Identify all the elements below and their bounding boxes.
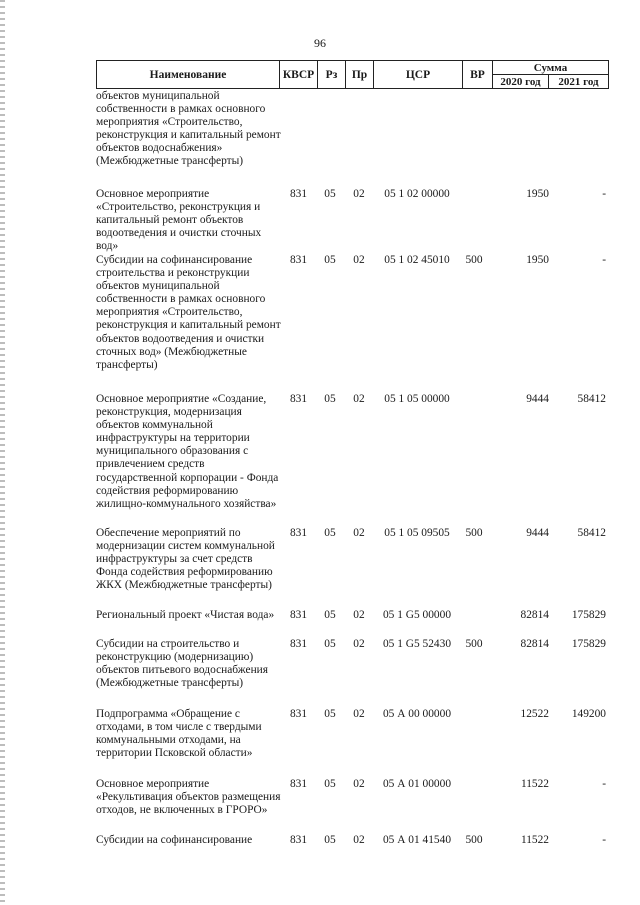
row-sum-2021: 175829	[571, 638, 606, 650]
row-name: Субсидии на софинансирование строительства и реконструкции объектов муниципальной собственности в рамках основного мероприятия «Строительство, реконструкция и капитальный ремонт объектов водоотведения и очистки сточных вод» (Межбюджетные трансферты)	[96, 254, 281, 371]
row-kvsr: 831	[289, 638, 308, 650]
row-name: Субсидии на строительство и реконструкцию (модернизацию) объектов питьевого водоснабжения (Межбюджетные трансферты)	[96, 638, 268, 690]
row-sum-2020: 82814	[520, 638, 549, 650]
row-pr: 02	[353, 609, 365, 621]
row-pr: 02	[353, 527, 365, 539]
row-sum-2021: 175829	[571, 609, 606, 621]
row-sum-2021: -	[602, 254, 606, 266]
table-row	[0, 90, 640, 188]
header-pr: Пр	[346, 61, 374, 89]
row-sum-2020: 9444	[526, 527, 549, 539]
row-rz: 05	[324, 834, 336, 846]
row-pr: 02	[353, 638, 365, 650]
row-pr: 02	[353, 393, 365, 405]
row-rz: 05	[324, 609, 336, 621]
row-sum-2021: -	[602, 834, 606, 846]
row-rz: 05	[324, 527, 336, 539]
row-rz: 05	[324, 708, 336, 720]
row-name: Основное мероприятие «Создание, реконструкция, модернизация объектов коммунальной инфраструктуры на территории муниципального образования с привлечением средств государственной корпорации - Фонда содействия реформированию жилищно-коммунального хозяйства»	[96, 393, 279, 510]
row-rz: 05	[324, 638, 336, 650]
row-rz: 05	[324, 778, 336, 790]
row-pr: 02	[353, 708, 365, 720]
row-pr: 02	[353, 834, 365, 846]
row-sum-2021: -	[602, 188, 606, 200]
table-row	[0, 609, 640, 638]
row-vr: 500	[465, 527, 483, 539]
row-kvsr: 831	[289, 778, 308, 790]
row-vr: 500	[465, 834, 483, 846]
row-sum-2021: 58412	[577, 393, 606, 405]
row-vr: 500	[465, 638, 483, 650]
row-name: Основное мероприятие «Рекультивация объектов размещения отходов, не включенных в ГРОРО»	[96, 778, 281, 817]
row-csr: 05 1 02 45010	[384, 254, 450, 266]
row-sum-2020: 1950	[526, 188, 549, 200]
table-row	[0, 778, 640, 834]
row-rz: 05	[324, 254, 336, 266]
row-name: Субсидии на софинансирование	[96, 834, 253, 846]
table-row	[0, 638, 640, 708]
row-sum-2021: -	[602, 778, 606, 790]
row-kvsr: 831	[289, 254, 308, 266]
row-rz: 05	[324, 188, 336, 200]
row-csr: 05 А 01 00000	[382, 778, 452, 790]
header-vr: ВР	[463, 61, 493, 89]
row-csr: 05 1 05 00000	[384, 393, 450, 405]
row-kvsr: 831	[289, 708, 308, 720]
row-sum-2021: 58412	[577, 527, 606, 539]
row-sum-2021: 149200	[571, 708, 606, 720]
row-vr: 500	[465, 254, 483, 266]
row-kvsr: 831	[289, 834, 308, 846]
row-kvsr: 831	[289, 188, 308, 200]
row-name: Подпрограмма «Обращение с отходами, в том числе с твердыми коммунальными отходами, на территории Псковской области»	[96, 708, 262, 760]
row-name: Основное мероприятие «Строительство, реконструкция и капитальный ремонт объектов водоотведения и очистки сточных вод»	[96, 188, 262, 253]
row-pr: 02	[353, 188, 365, 200]
header-year-2021: 2021 год	[549, 75, 609, 89]
header-year-2020: 2020 год	[493, 75, 549, 89]
header-name: Наименование	[97, 61, 280, 89]
header-rz: Рз	[318, 61, 346, 89]
header-kvsr: КВСР	[280, 61, 318, 89]
row-name: объектов муниципальной собственности в рамках основного мероприятия «Строительство, реконструкция и капитальный ремонт объектов водоснабжения» (Межбюджетные трансферты)	[96, 90, 281, 168]
row-rz: 05	[324, 393, 336, 405]
row-csr: 05 1 G5 00000	[382, 609, 452, 621]
row-sum-2020: 1950	[526, 254, 549, 266]
row-csr: 05 1 G5 52430	[382, 638, 452, 650]
table-body	[0, 90, 640, 850]
table-row	[0, 527, 640, 609]
row-kvsr: 831	[289, 527, 308, 539]
row-sum-2020: 11522	[520, 778, 549, 790]
row-csr: 05 А 01 41540	[382, 834, 452, 846]
row-sum-2020: 12522	[520, 708, 549, 720]
row-pr: 02	[353, 778, 365, 790]
row-sum-2020: 82814	[520, 609, 549, 621]
row-csr: 05 1 02 00000	[384, 188, 450, 200]
row-kvsr: 831	[289, 609, 308, 621]
page-number: 96	[314, 36, 326, 50]
row-kvsr: 831	[289, 393, 308, 405]
row-name: Региональный проект «Чистая вода»	[96, 609, 275, 621]
table-row	[0, 188, 640, 254]
table-header	[96, 60, 609, 89]
table-row	[0, 254, 640, 393]
table-row	[0, 834, 640, 850]
table-row	[0, 393, 640, 527]
row-csr: 05 А 00 00000	[382, 708, 452, 720]
row-csr: 05 1 05 09505	[384, 527, 450, 539]
row-pr: 02	[353, 254, 365, 266]
header-sum: Сумма	[493, 61, 609, 75]
row-sum-2020: 11522	[520, 834, 549, 846]
header-csr: ЦСР	[374, 61, 463, 89]
table-row	[0, 708, 640, 778]
row-sum-2020: 9444	[526, 393, 549, 405]
row-name: Обеспечение мероприятий по модернизации систем коммунальной инфраструктуры за счет средств Фонда содействия реформированию ЖКХ (Межбюджетные трансферты)	[96, 527, 275, 592]
